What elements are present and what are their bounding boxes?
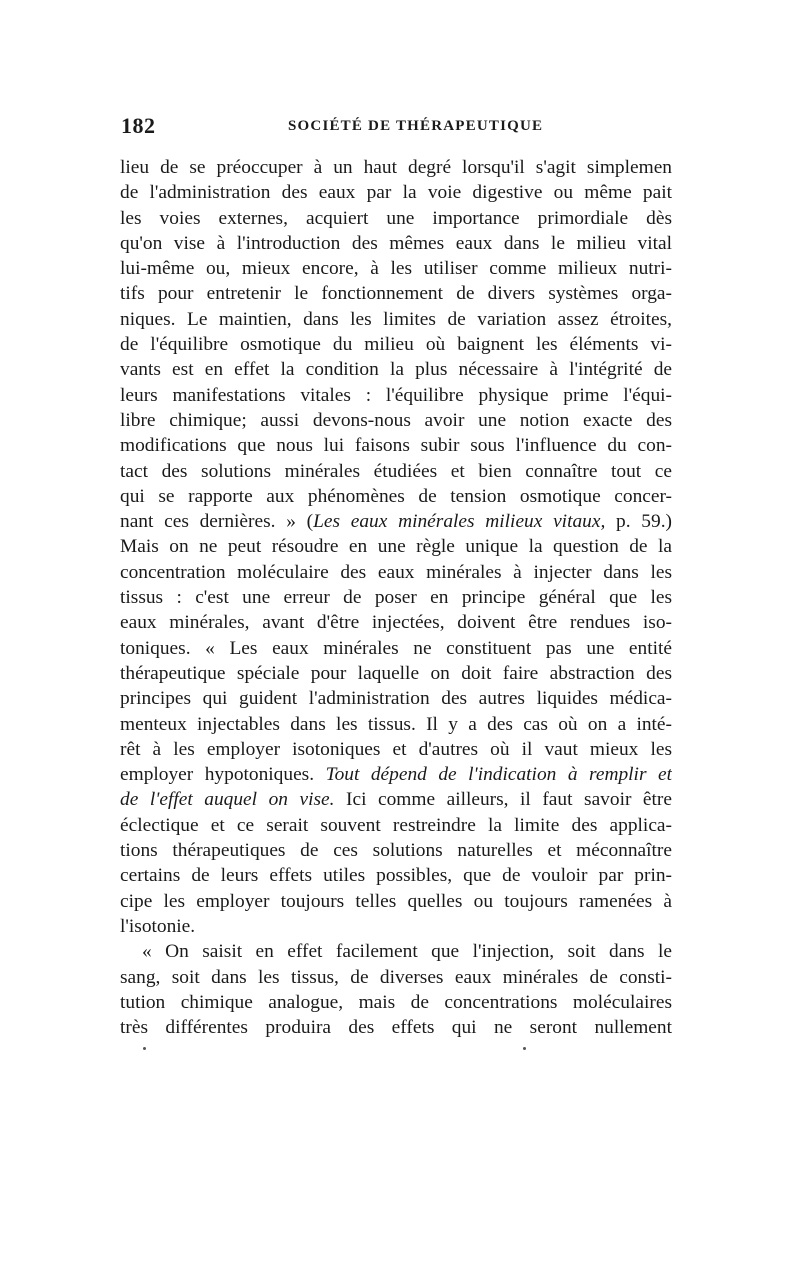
text-line: lieu de se préoccuper à un haut degré lorsqu'il s'agit simplemen [120, 157, 672, 178]
text-line: les voies externes, acquiert une importance primordiale dès [120, 207, 672, 229]
italic-text: de l'effet auquel on vise. [120, 789, 335, 811]
text-line: de l'équilibre osmotique du milieu où baignent les éléments vi- [120, 334, 672, 356]
page-number: 182 [121, 113, 156, 138]
text-line: lui-même ou, mieux encore, à les utiliser comme milieux nutri- [120, 258, 672, 280]
running-title: SOCIÉTÉ DE THÉRAPEUTIQUE [288, 118, 544, 134]
text-line: tution chimique analogue, mais de concentrations moléculaires [120, 991, 672, 1013]
text-line: leurs manifestations vitales : l'équilibre physique prime l'équi- [120, 384, 672, 406]
print-speck [523, 1047, 526, 1050]
text-line-emphasis [120, 762, 672, 787]
text-line: sang, soit dans les tissus, de diverses eaux minérales de consti- [120, 966, 672, 988]
text-line: Mais on ne peut résoudre en une règle unique la question de la [120, 536, 672, 558]
body-text [120, 155, 672, 1040]
italic-text: Tout dépend de l'indication à remplir et [325, 764, 672, 786]
text-line: toniques. « Les eaux minérales ne constituent pas une entité [120, 637, 672, 659]
line-text: Ici comme ailleurs, il faut savoir être [334, 789, 672, 811]
line-text: nant ces dernières. » ( [120, 511, 314, 533]
text-line: niques. Le maintien, dans les limites de variation assez étroites, [120, 308, 672, 330]
text-line: libre chimique; aussi devons-nous avoir une notion exacte des [120, 409, 672, 431]
text-line: certains de leurs effets utiles possibles, que de vouloir par prin- [120, 865, 672, 887]
text-line: tact des solutions minérales étudiées et bien connaître tout ce [120, 460, 672, 482]
text-line: concentration moléculaire des eaux minérales à injecter dans les [120, 561, 672, 583]
text-line-citation [120, 509, 672, 534]
text-line: cipe les employer toujours telles quelles ou toujours ramenées à [120, 890, 672, 912]
text-line: l'isotonie. [120, 915, 196, 937]
text-line: qui se rapporte aux phénomènes de tension osmotique concer- [120, 485, 672, 507]
text-line: eaux minérales, avant d'être injectées, doivent être rendues iso- [120, 612, 672, 634]
line-text: employer hypotoniques. [120, 764, 326, 786]
text-line: menteux injectables dans les tissus. Il y a des cas où on a inté- [120, 713, 672, 735]
text-line: rêt à les employer isotoniques et d'autres où il vaut mieux les [120, 738, 672, 760]
text-line: vants est en effet la condition la plus nécessaire à l'intégrité de [120, 359, 672, 381]
text-line: de l'administration des eaux par la voie digestive ou même pait [120, 182, 672, 204]
text-line: tissus : c'est une erreur de poser en principe général que les [120, 587, 672, 609]
text-line: modifications que nous lui faisons subir sous l'influence du con- [120, 435, 672, 457]
text-line: thérapeutique spéciale pour laquelle on doit faire abstraction des [120, 662, 672, 684]
text-line: éclectique et ce serait souvent restreindre la limite des applica- [120, 814, 672, 836]
text-line-emphasis [120, 787, 672, 812]
text-line: qu'on vise à l'introduction des mêmes eaux dans le milieu vital [120, 232, 672, 254]
text-line: tifs pour entretenir le fonctionnement de divers systèmes orga- [120, 283, 672, 305]
text-line: principes qui guident l'administration des autres liquides médica- [120, 688, 672, 710]
text-line: tions thérapeutiques de ces solutions naturelles et méconnaître [120, 840, 672, 862]
cited-work-title: Les eaux minérales milieux vitaux, [313, 511, 606, 533]
print-speck [143, 1047, 146, 1050]
line-text: p. 59.) [605, 511, 672, 533]
text-line: « On saisit en effet facilement que l'injection, soit dans le [142, 941, 672, 963]
text-line: très différentes produira des effets qui ne seront nullement [120, 1017, 672, 1039]
